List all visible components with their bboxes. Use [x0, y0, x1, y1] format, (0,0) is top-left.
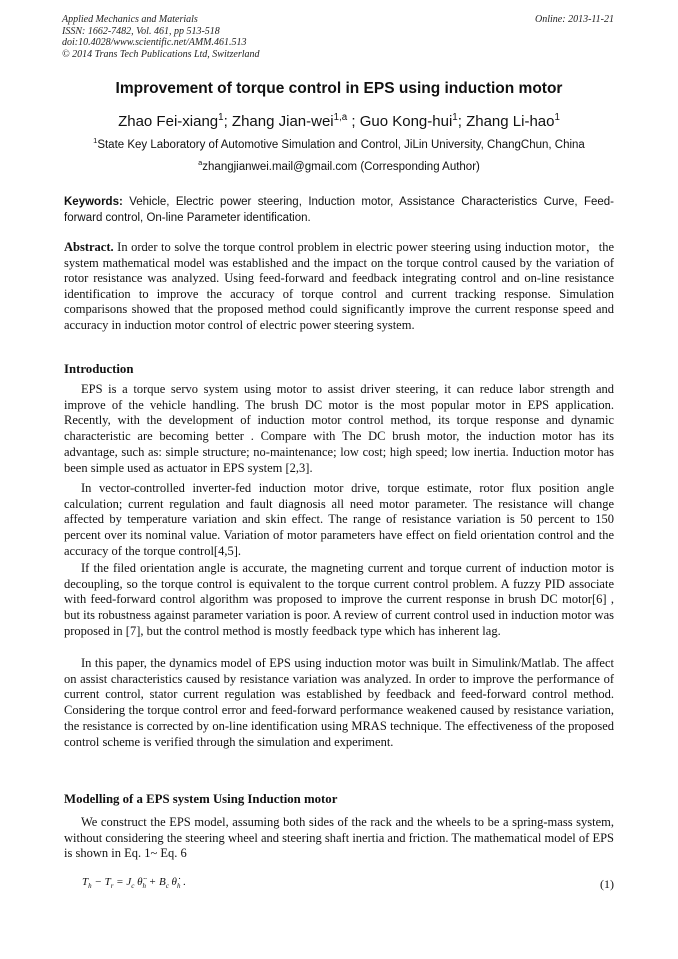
section-heading-introduction: Introduction: [64, 362, 134, 376]
author-name: Guo Kong-hui: [359, 113, 453, 130]
keywords: [64, 195, 614, 226]
intro-paragraph: In vector-controlled inverter-fed induction motor drive, torque estimate, rotor flux position angle calculation; current regulation and fault diagnosis all need motor parameter. The resistance will change affected by temperature variation and skin effect. The range of resistance variation is 50 percent to 150 percent over its nominal value. Variation of motor parameters have effect on field orientation control and the accuracy of the torque control[4,5].: [64, 481, 614, 558]
keywords-text: Vehicle, Electric power steering, Induction motor, Assistance Characteristics Curve, Feed-forward control, On-line Parameter identification.: [64, 196, 614, 224]
section-heading-modelling: Modelling of a EPS system Using Induction motor: [64, 792, 338, 806]
intro-paragraph: If the filed orientation angle is accurate, the magneting current and torque current of induction motor is decoupling, so the torque control is equivalent to the torque current control problem. A fuzzy PID associate with feed-forward control algorithm was proposed to improve the current response in brush DC motor[6] , but its robustness against parameter variation is poor. A review of current control used in induction motor was proposed in [7], but the control method is mostly feedback type which has inherent lag.: [64, 561, 614, 638]
author-list: [0, 113, 678, 130]
author-name: Zhang Jian-wei: [231, 113, 334, 130]
equation-number: (1): [600, 877, 614, 891]
doi-line: doi:10.4028/www.scientific.net/AMM.461.513: [62, 37, 247, 48]
author-affiliation-mark: 1: [554, 112, 560, 123]
author-separator: ;: [347, 113, 360, 130]
author-separator: ;: [223, 113, 232, 130]
author-name: Zhao Fei-xiang: [118, 113, 219, 130]
author-affiliation-mark: 1,a: [333, 112, 348, 123]
author-separator: ;: [457, 113, 467, 130]
intro-paragraph: In this paper, the dynamics model of EPS using induction motor was built in Simulink/Matlab. The affect on assist characteristics caused by resistance variation was analyzed. In order to improve the performance of current control, stator current regulation was established by feedback and feed-forward control method. Considering the torque control error and feed-forward performance weakened caused by resistance variation, the resistance is corrected by on-line identification using MRAS technique. The effectiveness of the proposed control scheme is verified through the simulation and experiment.: [64, 656, 614, 749]
equation-1: $T_h - T_r = J_c$ $\thetä_h + B_c$ $\thetȧ_h$ .: [82, 876, 186, 891]
issn-line: ISSN: 1662-7482, Vol. 461, pp 513-518: [62, 25, 220, 37]
email-text: zhangjianwei.mail@gmail.com (Corresponding Author): [202, 161, 480, 173]
page-header: [62, 14, 614, 60]
journal-name: Applied Mechanics and Materials: [62, 14, 198, 25]
affiliation: [0, 136, 678, 151]
copyright-line: © 2014 Trans Tech Publications Ltd, Switzerland: [62, 48, 260, 60]
intro-paragraph: EPS is a torque servo system using motor to assist driver steering, it can reduce labor strength and improve of the vehicle handling. The brush DC motor is the most popular motor in EPS application. Recently, with the development of induction motor control method, its torque response and dynamic characteristic are becoming better . Compare with The DC brush motor, the induction motor has its advantage, such as: simple structure; no-maintenance; low cost; high speed; low inertia. Induction motor has been simple used as actuator in EPS system [2,3].: [64, 382, 614, 475]
online-date: Online: 2013-11-21: [535, 14, 614, 25]
author-name: Zhang Li-hao: [466, 113, 555, 130]
author-affiliation-mark: 1: [218, 112, 224, 123]
corresponding-email: [0, 158, 678, 173]
affiliation-mark: 1: [93, 136, 98, 146]
modelling-paragraph: We construct the EPS model, assuming both sides of the rack and the wheels to be a spring-mass system, without considering the steering wheel and steering shaft inertia and friction. The mathematical model of EPS is shown in Eq. 1~ Eq. 6: [64, 815, 614, 861]
keywords-label: Keywords:: [64, 196, 123, 208]
affiliation-text: State Key Laboratory of Automotive Simulation and Control, JiLin University, ChangChun, China: [97, 139, 585, 151]
email-mark: a: [198, 158, 203, 168]
abstract-text: In order to solve the torque control problem in electric power steering using induction motor，the system mathematical model was established and the impact on the torque control caused by the variation of rotor resistance was analyzed. Using feed-forward and feedback integrating control and on-line resistance identification to improve the accuracy of torque control and current tracking response. Simulation comparisons showed that the proposed method could significantly improve the current response speed and accuracy in induction motor control of electric power steering system.: [64, 240, 614, 332]
abstract: [64, 240, 614, 334]
author-affiliation-mark: 1: [452, 112, 458, 123]
abstract-label: Abstract.: [64, 240, 114, 254]
paper-title: Improvement of torque control in EPS using induction motor: [115, 80, 563, 97]
